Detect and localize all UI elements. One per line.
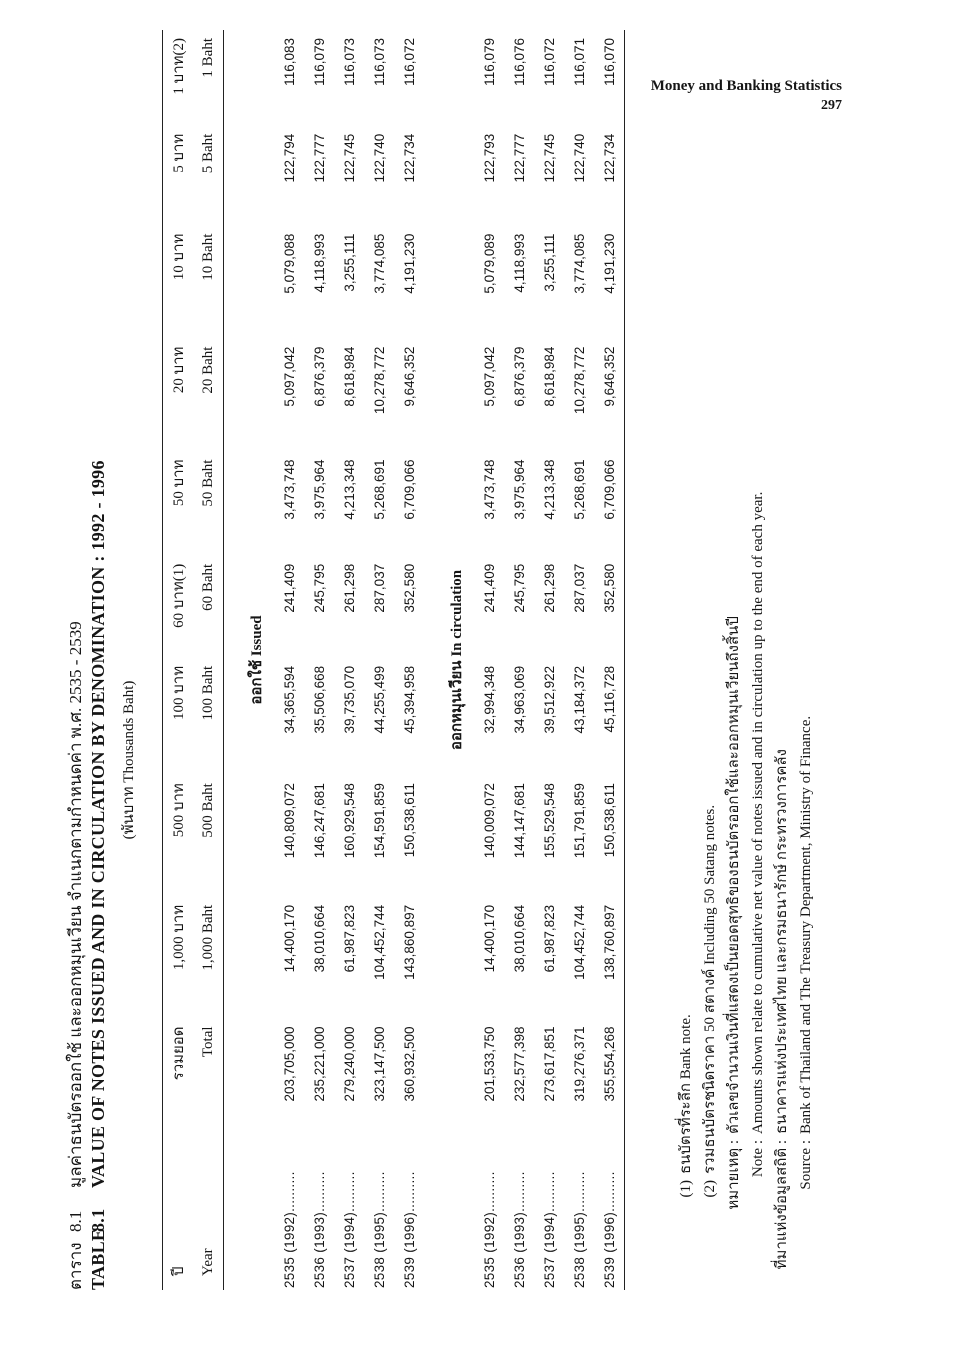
value-cell: 116,079 bbox=[481, 38, 497, 86]
value-cell: 279,240,000 bbox=[341, 1026, 357, 1102]
value-cell: 5,097,042 bbox=[481, 346, 497, 407]
column-header-english: Total bbox=[193, 1018, 224, 1148]
column-header-thai: 10 บาท bbox=[163, 226, 194, 339]
header-row-english bbox=[193, 30, 224, 1290]
section-heading-row bbox=[238, 30, 274, 1290]
value-cell: 122,740 bbox=[371, 133, 387, 183]
value-cell: 39,735,070 bbox=[341, 665, 357, 734]
value-cell: 8,618,984 bbox=[341, 346, 357, 407]
value-cell: 319,276,371 bbox=[571, 1026, 587, 1102]
value-cell: 241,409 bbox=[481, 563, 497, 613]
table-row bbox=[364, 30, 394, 1290]
column-header-thai: 500 บาท bbox=[163, 775, 194, 897]
value-cell: 38,010,664 bbox=[511, 904, 527, 973]
footnote-key: (1) bbox=[678, 1180, 694, 1198]
column-header-thai: รวมยอด bbox=[163, 1018, 194, 1148]
page-number: 297 bbox=[821, 98, 842, 113]
notes-table bbox=[162, 30, 625, 1290]
column-header-english: 5 Baht bbox=[193, 126, 224, 226]
column-header-thai: 20 บาท bbox=[163, 339, 194, 452]
column-header-thai: 60 บาท(1) bbox=[163, 556, 194, 658]
value-cell: 150,538,611 bbox=[401, 783, 417, 858]
value-cell: 144,147,681 bbox=[511, 783, 527, 859]
thai-title-row bbox=[62, 30, 88, 1290]
value-cell: 352,580 bbox=[594, 556, 625, 658]
column-header-english: 500 Baht bbox=[193, 775, 224, 897]
footnote-text: รวมธนบัตรชนิดราคา 50 สตางค์ Including 50 Satang notes. bbox=[702, 804, 718, 1174]
value-cell: 138,760,897 bbox=[594, 897, 625, 1019]
value-cell: 10,278,772 bbox=[571, 346, 587, 415]
value-cell: 6,709,066 bbox=[594, 452, 625, 556]
footnote-key: หมายเหตุ : bbox=[726, 1140, 742, 1210]
value-cell: 245,795 bbox=[511, 563, 527, 613]
value-cell: 155,529,548 bbox=[541, 783, 557, 859]
value-cell: 6,876,379 bbox=[511, 346, 527, 407]
value-cell: 160,929,548 bbox=[341, 783, 357, 859]
thai-title-number: 8.1 bbox=[66, 1210, 85, 1232]
value-cell: 32,994,348 bbox=[481, 665, 497, 734]
column-header-english: 1,000 Baht bbox=[193, 897, 224, 1019]
value-cell: 154,591,859 bbox=[371, 783, 387, 859]
value-cell: 3,774,085 bbox=[571, 233, 587, 294]
value-cell: 104,452,744 bbox=[571, 904, 587, 980]
value-cell: 122,794 bbox=[281, 133, 297, 183]
value-cell: 34,963,069 bbox=[511, 665, 527, 734]
value-cell: 116,070 bbox=[594, 30, 625, 126]
units-caption: (พันบาท Thousands Baht) bbox=[121, 680, 137, 840]
value-cell: 14,400,170 bbox=[481, 904, 497, 973]
value-cell: 10,278,772 bbox=[371, 346, 387, 415]
value-cell: 140,009,072 bbox=[481, 783, 497, 859]
value-cell: 9,646,352 bbox=[594, 339, 625, 452]
value-cell: 122,777 bbox=[511, 133, 527, 183]
value-cell: 39,512,922 bbox=[541, 665, 557, 734]
table-row bbox=[564, 30, 594, 1290]
column-header-english: 50 Baht bbox=[193, 452, 224, 556]
table-row bbox=[474, 30, 504, 1290]
footnote-text: Amounts shown relate to cumulative net value of notes issued and in circulation up to the end of each year. bbox=[750, 491, 766, 1134]
value-cell: 355,554,268 bbox=[594, 1018, 625, 1148]
footnote-key: Source : bbox=[798, 1140, 814, 1190]
column-header-thai: 5 บาท bbox=[163, 126, 194, 226]
year-cell: 2539 (1996).......... bbox=[594, 1149, 625, 1290]
spacer-row bbox=[424, 30, 438, 1290]
footnote-line bbox=[770, 30, 794, 1290]
value-cell: 3,255,111 bbox=[541, 233, 557, 292]
value-cell: 38,010,664 bbox=[311, 904, 327, 973]
table-row bbox=[394, 30, 424, 1290]
value-cell: 44,255,499 bbox=[371, 665, 387, 734]
section-heading-row bbox=[438, 30, 474, 1290]
value-cell: 116,071 bbox=[571, 38, 587, 86]
value-cell: 45,116,728 bbox=[594, 658, 625, 775]
footnote-text: ธนบัตรที่ระลึก Bank note. bbox=[678, 1014, 694, 1174]
footnote-key: ที่มาแห่งข้อมูลสถิติ : bbox=[774, 1140, 790, 1270]
footnote-line bbox=[794, 30, 818, 1290]
value-cell: 5,079,089 bbox=[481, 233, 497, 294]
footnote-line bbox=[746, 30, 770, 1290]
value-cell: 9,646,352 bbox=[401, 346, 417, 407]
year-cell: 2535 (1992).......... bbox=[281, 1171, 297, 1288]
column-header-english: 1 Baht bbox=[193, 30, 224, 126]
value-cell: 4,213,348 bbox=[341, 459, 357, 520]
year-cell: 2539 (1996).......... bbox=[401, 1171, 417, 1288]
value-cell: 352,580 bbox=[401, 563, 417, 613]
year-cell: 2536 (1993).......... bbox=[311, 1171, 327, 1288]
value-cell: 151,791,859 bbox=[571, 783, 587, 859]
value-cell: 3,975,964 bbox=[311, 459, 327, 520]
value-cell: 4,118,993 bbox=[511, 233, 527, 293]
table-row bbox=[534, 30, 564, 1290]
year-cell: 2536 (1993).......... bbox=[511, 1171, 527, 1288]
table-header bbox=[163, 30, 224, 1290]
value-cell: 287,037 bbox=[571, 563, 587, 613]
value-cell: 43,184,372 bbox=[571, 665, 587, 734]
table-row bbox=[274, 30, 304, 1290]
section-heading: ออกใช้ Issued bbox=[249, 615, 265, 705]
value-cell: 122,734 bbox=[594, 126, 625, 226]
value-cell: 203,705,000 bbox=[281, 1026, 297, 1102]
value-cell: 3,473,748 bbox=[481, 459, 497, 520]
spacer-row bbox=[224, 30, 239, 1290]
english-title-text: VALUE OF NOTES ISSUED AND IN CIRCULATION BY DENOMINATION : 1992 - 1996 bbox=[88, 460, 108, 1188]
section-heading: ออกหมุนเวียน In circulation bbox=[449, 569, 465, 751]
column-header-english: 100 Baht bbox=[193, 658, 224, 775]
value-cell: 273,617,851 bbox=[541, 1026, 557, 1102]
value-cell: 116,079 bbox=[311, 38, 327, 86]
column-header-english: 10 Baht bbox=[193, 226, 224, 339]
value-cell: 122,745 bbox=[341, 133, 357, 183]
header-row-thai bbox=[163, 30, 194, 1290]
value-cell: 3,774,085 bbox=[371, 233, 387, 294]
value-cell: 122,777 bbox=[311, 133, 327, 183]
value-cell: 5,268,691 bbox=[571, 459, 587, 520]
footnote-line bbox=[698, 30, 722, 1290]
footnote-line bbox=[674, 30, 698, 1290]
value-cell: 5,097,042 bbox=[281, 346, 297, 407]
value-cell: 8,618,984 bbox=[541, 346, 557, 407]
column-header-thai: 50 บาท bbox=[163, 452, 194, 556]
table-row bbox=[504, 30, 534, 1290]
english-title-row bbox=[88, 30, 114, 1290]
table-row bbox=[304, 30, 334, 1290]
thai-title-text: มูลค่าธนบัตรออกใช้ และออกหมุนเวียน จำแนกตามกำหนดค่า พ.ศ. 2535 - 2539 bbox=[66, 621, 85, 1188]
value-cell: 143,860,897 bbox=[401, 904, 417, 980]
year-cell: 2537 (1994).......... bbox=[541, 1171, 557, 1288]
value-cell: 323,147,500 bbox=[371, 1026, 387, 1102]
value-cell: 287,037 bbox=[371, 563, 387, 613]
value-cell: 45,394,958 bbox=[401, 665, 417, 734]
value-cell: 35,506,668 bbox=[311, 665, 327, 734]
footnote-text: ธนาคารแห่งประเทศไทย และกรมธนารักษ์ กระทรวงการคลัง bbox=[774, 749, 790, 1134]
publication-title: Money and Banking Statistics bbox=[650, 78, 842, 94]
english-title-number: 8.1 bbox=[88, 1208, 108, 1232]
value-cell: 146,247,681 bbox=[311, 783, 327, 859]
value-cell: 261,298 bbox=[341, 563, 357, 613]
value-cell: 122,734 bbox=[401, 133, 417, 183]
value-cell: 5,079,088 bbox=[281, 233, 297, 294]
column-header-english: 20 Baht bbox=[193, 339, 224, 452]
value-cell: 4,118,993 bbox=[311, 233, 327, 293]
value-cell: 104,452,744 bbox=[371, 904, 387, 980]
value-cell: 116,072 bbox=[541, 38, 557, 86]
value-cell: 150,538,611 bbox=[594, 775, 625, 897]
footnote-line bbox=[722, 30, 746, 1290]
footnote-text: Bank of Thailand and The Treasury Department, Ministry of Finance. bbox=[798, 715, 814, 1134]
value-cell: 61,987,823 bbox=[341, 904, 357, 973]
value-cell: 14,400,170 bbox=[281, 904, 297, 973]
column-header-thai: 1 บาท(2) bbox=[163, 30, 194, 126]
value-cell: 34,365,594 bbox=[281, 665, 297, 734]
value-cell: 4,191,230 bbox=[594, 226, 625, 339]
thai-title-label: ตาราง bbox=[66, 1242, 85, 1290]
footnotes bbox=[674, 30, 818, 1290]
table-row bbox=[594, 30, 625, 1290]
value-cell: 5,268,691 bbox=[371, 459, 387, 520]
table-row bbox=[334, 30, 364, 1290]
value-cell: 122,740 bbox=[571, 133, 587, 183]
footnote-key: Note : bbox=[750, 1140, 766, 1178]
value-cell: 3,975,964 bbox=[511, 459, 527, 520]
value-cell: 245,795 bbox=[311, 563, 327, 613]
value-cell: 116,073 bbox=[371, 38, 387, 86]
column-header-thai: ปี bbox=[163, 1149, 194, 1290]
value-cell: 122,745 bbox=[541, 133, 557, 183]
value-cell: 3,255,111 bbox=[341, 233, 357, 292]
rotated-page-content bbox=[62, 30, 852, 1290]
value-cell: 116,083 bbox=[281, 38, 297, 86]
column-header-thai: 100 บาท bbox=[163, 658, 194, 775]
footnote-key: (2) bbox=[702, 1180, 718, 1198]
column-header-thai: 1,000 บาท bbox=[163, 897, 194, 1019]
column-header-english: 60 Baht bbox=[193, 556, 224, 658]
value-cell: 122,793 bbox=[481, 133, 497, 183]
value-cell: 3,473,748 bbox=[281, 459, 297, 520]
value-cell: 6,876,379 bbox=[311, 346, 327, 407]
value-cell: 360,932,500 bbox=[401, 1026, 417, 1102]
year-cell: 2537 (1994).......... bbox=[341, 1171, 357, 1288]
value-cell: 232,577,398 bbox=[511, 1026, 527, 1102]
value-cell: 4,191,230 bbox=[401, 233, 417, 294]
year-cell: 2535 (1992).......... bbox=[481, 1171, 497, 1288]
value-cell: 116,076 bbox=[511, 38, 527, 86]
value-cell: 140,809,072 bbox=[281, 783, 297, 859]
value-cell: 241,409 bbox=[281, 563, 297, 613]
value-cell: 116,073 bbox=[341, 38, 357, 86]
value-cell: 261,298 bbox=[541, 563, 557, 613]
value-cell: 4,213,348 bbox=[541, 459, 557, 520]
value-cell: 116,072 bbox=[401, 38, 417, 86]
table-title-block bbox=[62, 30, 114, 1290]
value-cell: 201,533,750 bbox=[481, 1026, 497, 1102]
footnote-text: ตัวเลขจำนวนเงินที่แสดงเป็นยอดสุทธิของธนบัตรออกใช้และออกหมุนเวียนถึงสิ้นปี bbox=[726, 616, 742, 1134]
year-cell: 2538 (1995).......... bbox=[371, 1171, 387, 1288]
value-cell: 235,221,000 bbox=[311, 1026, 327, 1102]
value-cell: 6,709,066 bbox=[401, 459, 417, 520]
value-cell: 61,987,823 bbox=[541, 904, 557, 973]
english-title-label: TABLE bbox=[88, 1228, 108, 1290]
column-header-english: Year bbox=[193, 1149, 224, 1290]
table-body bbox=[224, 30, 625, 1290]
year-cell: 2538 (1995).......... bbox=[571, 1171, 587, 1288]
